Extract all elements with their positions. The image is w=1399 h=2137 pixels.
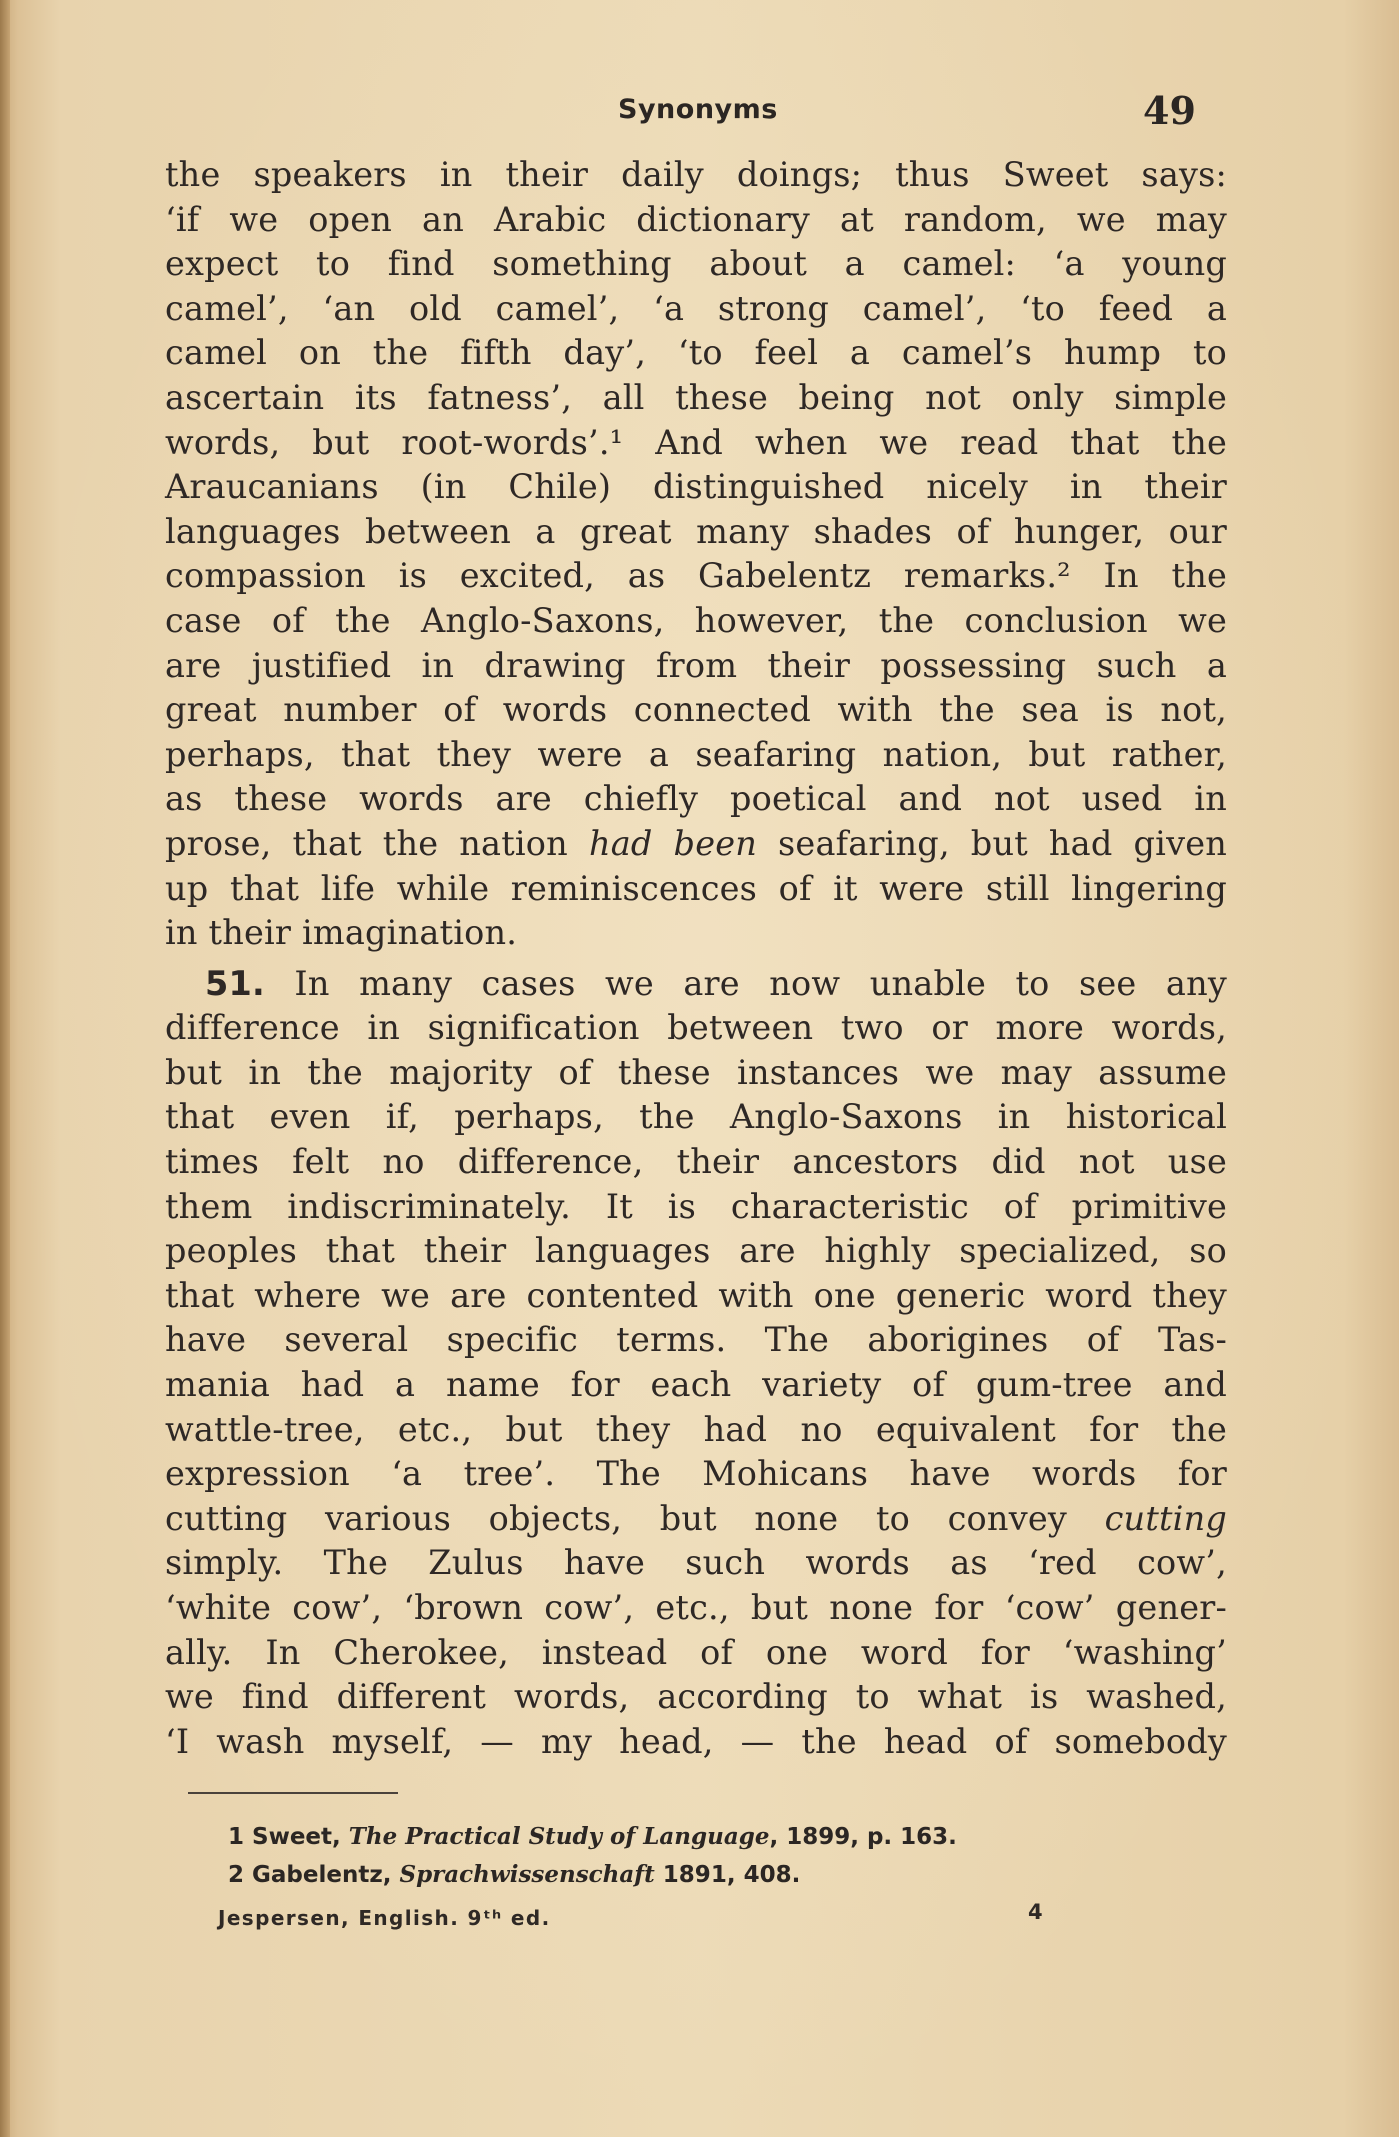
text-line-with-italic (165, 1497, 1227, 1542)
text-line: ‘white cow’, ‘brown cow’, etc., but none for ‘cow’ gener- (165, 1588, 1227, 1627)
text-line: have several specific terms. The aborigines of Tas- (165, 1320, 1227, 1360)
footnote-text: 1891, 408. (654, 1862, 801, 1888)
text-line: ally. In Cherokee, instead of one word for ‘washing’ (165, 1632, 1227, 1672)
text-line: peoples that their languages are highly specialized, so (165, 1231, 1227, 1271)
text-line: we find different words, according to what is washed, (165, 1677, 1227, 1717)
footnotes (228, 1818, 1148, 1894)
footnote-title: The Practical Study of Language (348, 1823, 770, 1850)
page-spine-edge (0, 0, 10, 2137)
text-line: ascertain its fatness’, all these being not only simple (165, 377, 1227, 417)
text-line: are justified in drawing from their possessing such a (165, 645, 1227, 685)
text-line: case of the Anglo-Saxons, however, the conclusion we (165, 600, 1227, 640)
page-number: 49 (1143, 88, 1196, 133)
running-head: Synonyms (618, 94, 778, 125)
text-line: the speakers in their daily doings; thus Sweet says: (165, 155, 1227, 194)
footnote-divider (188, 1792, 398, 1794)
text-segment: In many cases we are now unable to see any (264, 963, 1227, 1003)
text-line: as these words are chiefly poetical and not used in (165, 779, 1227, 819)
footnote-text: 2 Gabelentz, (228, 1862, 400, 1888)
page-header (0, 88, 1399, 138)
section-first-line (165, 962, 1227, 1007)
text-line: camel on the fifth day’, ‘to feel a camel’s hump to (165, 333, 1227, 373)
text-line: camel’, ‘an old camel’, ‘a strong camel’, ‘to feed a (165, 288, 1227, 328)
body-text (165, 153, 1227, 1764)
signature-mark: 4 (1028, 1900, 1043, 1924)
footnote-text: , 1899, p. 163. (769, 1824, 957, 1850)
text-segment: cutting various objects, but none to convey (165, 1498, 1105, 1538)
text-line-with-italic (165, 822, 1227, 867)
text-line: ‘if we open an Arabic dictionary at random, we may (165, 199, 1227, 239)
text-line: that even if, perhaps, the Anglo-Saxons in historical (165, 1097, 1227, 1137)
italic-phrase: had been (588, 823, 758, 863)
printer-signature (218, 1900, 1118, 1940)
text-line: compassion is excited, as Gabelentz remarks.² In the (165, 556, 1227, 596)
text-line: up that life while reminiscences of it were still lingering (165, 868, 1227, 908)
footnote-1 (228, 1818, 1148, 1856)
text-line: in their imagination. (165, 913, 518, 953)
text-segment: prose, that the nation (165, 823, 589, 863)
text-line: that where we are contented with one generic word they (165, 1275, 1227, 1315)
text-line: words, but root-words’.¹ And when we read that the (165, 422, 1227, 462)
footnote-title: Sprachwissenschaft (399, 1861, 655, 1888)
text-line: difference in signification between two or more words, (165, 1008, 1227, 1048)
text-line: ‘I wash myself, — my head, — the head of somebody (165, 1721, 1227, 1761)
section-number: 51. (205, 963, 265, 1003)
text-line: mania had a name for each variety of gum-tree and (165, 1365, 1227, 1405)
text-line: great number of words connected with the sea is not, (165, 690, 1227, 730)
text-line: times felt no difference, their ancestors did not use (165, 1142, 1227, 1182)
text-line: expect to find something about a camel: ‘a young (165, 244, 1227, 284)
footnote-2 (228, 1856, 1148, 1894)
signature-text: Jespersen, English. 9ᵗʰ ed. (218, 1906, 551, 1930)
text-line: languages between a great many shades of hunger, our (165, 511, 1227, 551)
text-line: perhaps, that they were a seafaring nation, but rather, (165, 734, 1227, 774)
text-line: simply. The Zulus have such words as ‘red cow’, (165, 1543, 1227, 1583)
footnote-text: 1 Sweet, (228, 1824, 349, 1850)
text-line: Araucanians (in Chile) distinguished nicely in their (165, 467, 1227, 507)
text-segment: seafaring, but had given (757, 823, 1227, 863)
italic-word: cutting (1104, 1498, 1227, 1538)
text-line: but in the majority of these instances we may assume (165, 1052, 1227, 1092)
text-line: expression ‘a tree’. The Mohicans have words for (165, 1454, 1227, 1494)
text-line: them indiscriminately. It is characteristic of primitive (165, 1186, 1227, 1226)
text-line: wattle-tree, etc., but they had no equivalent for the (165, 1409, 1227, 1449)
